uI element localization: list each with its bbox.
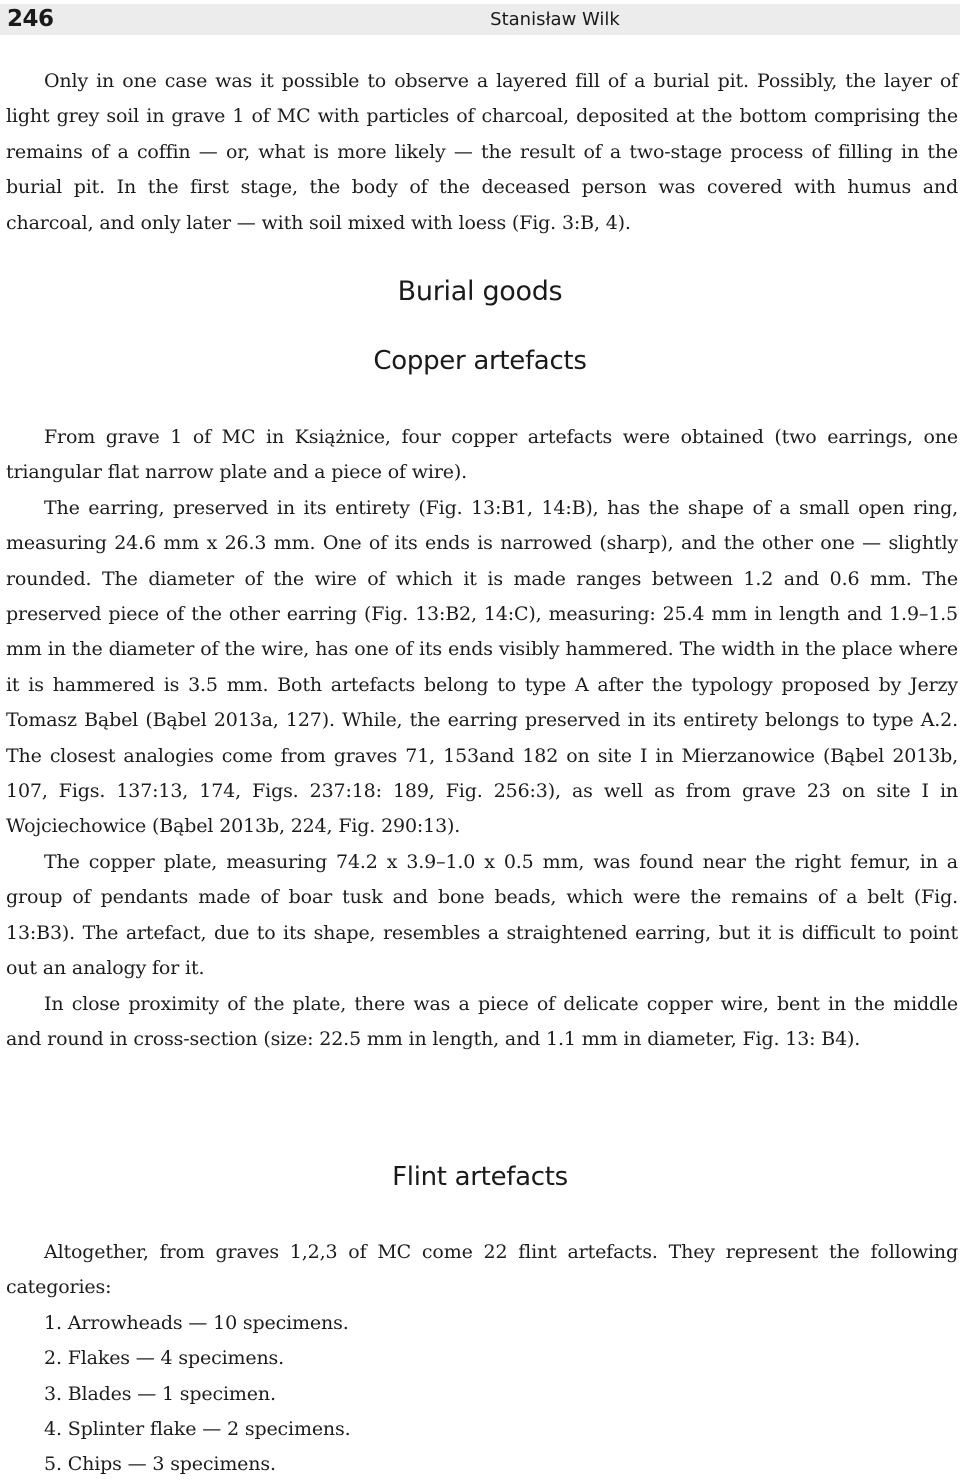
copper-paragraph: From grave 1 of MC in Książnice, four copper artefacts were obtained (two earrings, one triangular flat narrow plate and a piece of wire).: [6, 426, 958, 484]
intro-paragraph: Only in one case was it possible to observe a layered fill of a burial pit. Possibly, the layer of light grey soil in grave 1 of MC with particles of charcoal, deposited at the bottom comprising the remains of a coffin — or, what is more likely — the result of a two-stage process of filling in the burial pit. In the first stage, the body of the deceased person was covered with humus and charcoal, and only later — with soil mixed with loess (Fig. 3:B, 4).: [6, 70, 958, 234]
copper-section: [6, 420, 958, 1057]
flint-intro-paragraph: Altogether, from graves 1,2,3 of MC come 22 flint artefacts. They represent the following categories:: [6, 1241, 958, 1299]
copper-paragraph: In close proximity of the plate, there was a piece of delicate copper wire, bent in the middle and round in cross-section (size: 22.5 mm in length, and 1.1 mm in diameter, Fig. 13: B4).: [6, 992, 958, 1050]
list-item: 5. Chips — 3 specimens.: [44, 1453, 276, 1476]
list-item: 3. Blades — 1 specimen.: [44, 1382, 276, 1405]
copper-paragraph: The copper plate, measuring 74.2 x 3.9–1.0 x 0.5 mm, was found near the right femur, in a group of pendants made of boar tusk and bone beads, which were the remains of a belt (Fig. 13:B3). The artefact, due to its shape, resembles a straightened earring, but it is difficult to point out an analogy for it.: [6, 850, 958, 980]
list-item: 2. Flakes — 4 specimens.: [44, 1347, 285, 1370]
section-heading-burial-goods: Burial goods: [397, 276, 563, 307]
subsection-heading-flint: Flint artefacts: [392, 1162, 568, 1192]
running-head-author: Stanisław Wilk: [490, 9, 620, 30]
list-item: 4. Splinter flake — 2 specimens.: [44, 1418, 351, 1441]
copper-paragraph: The earring, preserved in its entirety (Fig. 13:B1, 14:B), has the shape of a small open ring, measuring 24.6 mm x 26.3 mm. One of its ends is narrowed (sharp), and the other one — slightly rounded. The diameter of the wire of which it is made ranges between 1.2 and 0.6 mm. The preserved piece of the other earring (Fig. 13:B2, 14:C), measuring: 25.4 mm in length and 1.9–1.5 mm in the diameter of the wire, has one of its ends visibly hammered. The width in the place where it is hammered is 3.5 mm. Both artefacts belong to type A after the typology proposed by Jerzy Tomasz Bąbel (Bąbel 2013a, 127). While, the earring preserved in its entirety belongs to type A.2. The closest analogies come from graves 71, 153and 182 on site I in Mierzanowice (Bąbel 2013b, 107, Figs. 137:13, 174, Figs. 237:18: 189, Fig. 256:3), as well as from grave 23 on site I in Wojciechowice (Bąbel 2013b, 224, Fig. 290:13).: [6, 496, 958, 838]
intro-section: [6, 64, 958, 241]
running-head: [0, 4, 960, 35]
list-item: 1. Arrowheads — 10 specimens.: [44, 1311, 349, 1334]
subsection-heading-copper: Copper artefacts: [373, 346, 587, 376]
flint-category-list: [6, 1306, 958, 1483]
flint-section: [6, 1235, 958, 1483]
page-number: 246: [7, 6, 54, 32]
